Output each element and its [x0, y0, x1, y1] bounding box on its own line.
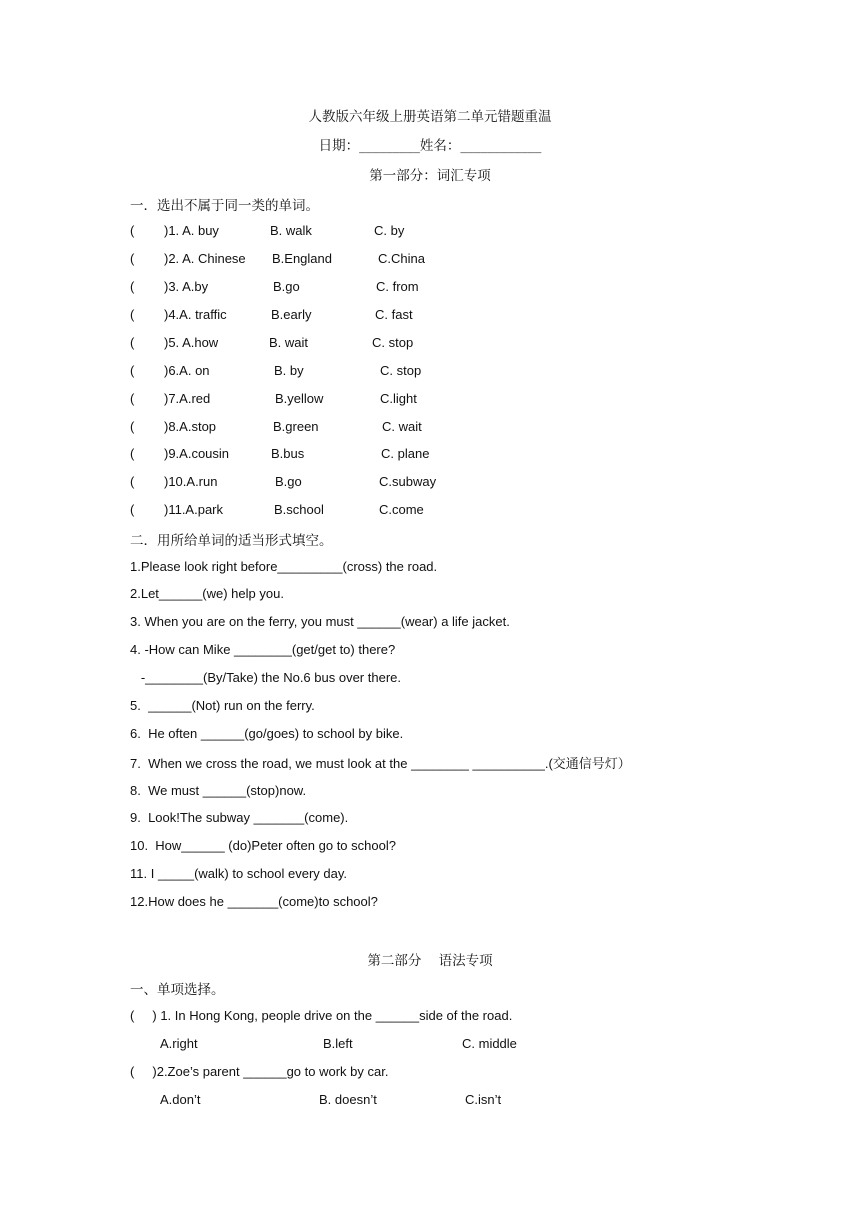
vocab-item — [130, 363, 630, 381]
part2-section1-heading: 一、单项选择。 — [130, 982, 225, 998]
option-c: C.China — [378, 251, 425, 266]
vocab-item — [130, 223, 630, 241]
vocab-item — [130, 335, 630, 353]
answer-paren: ( — [130, 419, 135, 434]
option-a: )6.A. on — [164, 363, 210, 378]
mc-q2-option-a: A.don’t — [160, 1092, 201, 1107]
answer-paren: ( — [130, 502, 135, 517]
mc-q2-option-b: B. doesn’t — [319, 1092, 377, 1107]
part1-title: 第一部分：词汇专项 — [369, 168, 491, 184]
part1-section2-heading: 二．用所给单词的适当形式填空。 — [130, 533, 333, 549]
option-a: )4.A. traffic — [164, 307, 227, 322]
fill-blank-line: 5. ______(Not) run on the ferry. — [130, 698, 315, 713]
fill-blank-line: 1.Please look right before_________(cross) the road. — [130, 559, 438, 574]
option-a: )2. A. Chinese — [164, 251, 246, 266]
option-c: C. by — [374, 223, 405, 238]
answer-paren: ( — [130, 251, 135, 266]
option-b: B. by — [274, 363, 304, 378]
answer-paren: ( — [130, 391, 135, 406]
date-name-line — [0, 134, 860, 154]
fill-blank-line: 11. I _____(walk) to school every day. — [130, 866, 348, 881]
fill-blank-line: 10. How______ (do)Peter often go to school? — [130, 838, 396, 853]
option-c: C. stop — [372, 335, 414, 350]
mc-q1-option-a: A.right — [160, 1036, 198, 1051]
option-b: B. walk — [270, 223, 312, 238]
mc-q2-option-c: C.isn’t — [465, 1092, 502, 1107]
answer-paren: ( — [130, 279, 135, 294]
vocab-item — [130, 279, 630, 297]
option-b: B.England — [272, 251, 332, 266]
answer-paren: ( — [130, 363, 135, 378]
fill-blank-line: -________(By/Take) the No.6 bus over there. — [130, 670, 401, 685]
option-a: )1. A. buy — [164, 223, 219, 238]
option-c: C.light — [380, 391, 417, 406]
fill-blank-line: 7. When we cross the road, we must look at the ________ __________.(交通信号灯） — [130, 756, 631, 771]
option-b: B. wait — [269, 335, 309, 350]
answer-paren: ( — [130, 446, 135, 461]
option-a: )11.A.park — [164, 502, 224, 517]
mc-q1-option-c: C. middle — [462, 1036, 517, 1051]
option-c: C. plane — [381, 446, 430, 461]
option-b: B.bus — [271, 446, 305, 461]
date-blank: _________ — [359, 138, 420, 154]
fill-blank-line: 6. He often ______(go/goes) to school by bike. — [130, 726, 404, 741]
fill-blank-line: 8. We must ______(stop)now. — [130, 783, 307, 798]
vocab-item — [130, 419, 630, 437]
fill-blank-line: 12.How does he _______(come)to school? — [130, 894, 378, 909]
document-title: 人教版六年级上册英语第二单元错题重温 — [308, 109, 552, 125]
answer-paren: ( — [130, 335, 135, 350]
option-b: B.school — [274, 502, 324, 517]
option-b: B.go — [275, 474, 302, 489]
option-c: C. wait — [382, 419, 422, 434]
option-c: C. stop — [380, 363, 422, 378]
option-b: B.go — [273, 279, 300, 294]
option-c: C. from — [376, 279, 419, 294]
fill-blank-line: 9. Look!The subway _______(come). — [130, 810, 349, 825]
fill-blank-line: 3. When you are on the ferry, you must ______(wear) a life jacket. — [130, 614, 510, 629]
mc-q1-option-b: B.left — [323, 1036, 353, 1051]
option-c: C.subway — [379, 474, 437, 489]
name-label: 姓名： — [419, 138, 461, 154]
fill-blank-line: 2.Let______(we) help you. — [130, 586, 284, 601]
option-b: B.green — [273, 419, 319, 434]
mc-question-1: ( ) 1. In Hong Kong, people drive on the ______side of the road. — [130, 1008, 513, 1023]
option-a: )8.A.stop — [164, 419, 217, 434]
part2-title: 第二部分 语法专项 — [367, 953, 493, 969]
option-b: B.yellow — [275, 391, 324, 406]
option-a: )10.A.run — [164, 474, 218, 489]
option-b: B.early — [271, 307, 312, 322]
fill-blank-line: 4. -How can Mike ________(get/get to) there? — [130, 642, 396, 657]
option-a: )7.A.red — [164, 391, 211, 406]
option-c: C.come — [379, 502, 424, 517]
mc-question-2: ( )2.Zoe’s parent ______go to work by car. — [130, 1064, 389, 1079]
answer-paren: ( — [130, 307, 135, 322]
answer-paren: ( — [130, 223, 135, 238]
vocab-item — [130, 307, 630, 325]
vocab-item — [130, 502, 630, 520]
vocab-item — [130, 251, 630, 269]
option-a: )3. A.by — [164, 279, 209, 294]
option-a: )5. A.how — [164, 335, 219, 350]
answer-paren: ( — [130, 474, 135, 489]
date-label: 日期： — [318, 138, 360, 154]
option-a: )9.A.cousin — [164, 446, 230, 461]
part1-section1-heading: 一．选出不属于同一类的单词。 — [130, 198, 319, 214]
name-blank: ____________ — [460, 138, 542, 154]
vocab-item — [130, 474, 630, 492]
option-c: C. fast — [375, 307, 413, 322]
vocab-item — [130, 446, 630, 464]
vocab-item — [130, 391, 630, 409]
